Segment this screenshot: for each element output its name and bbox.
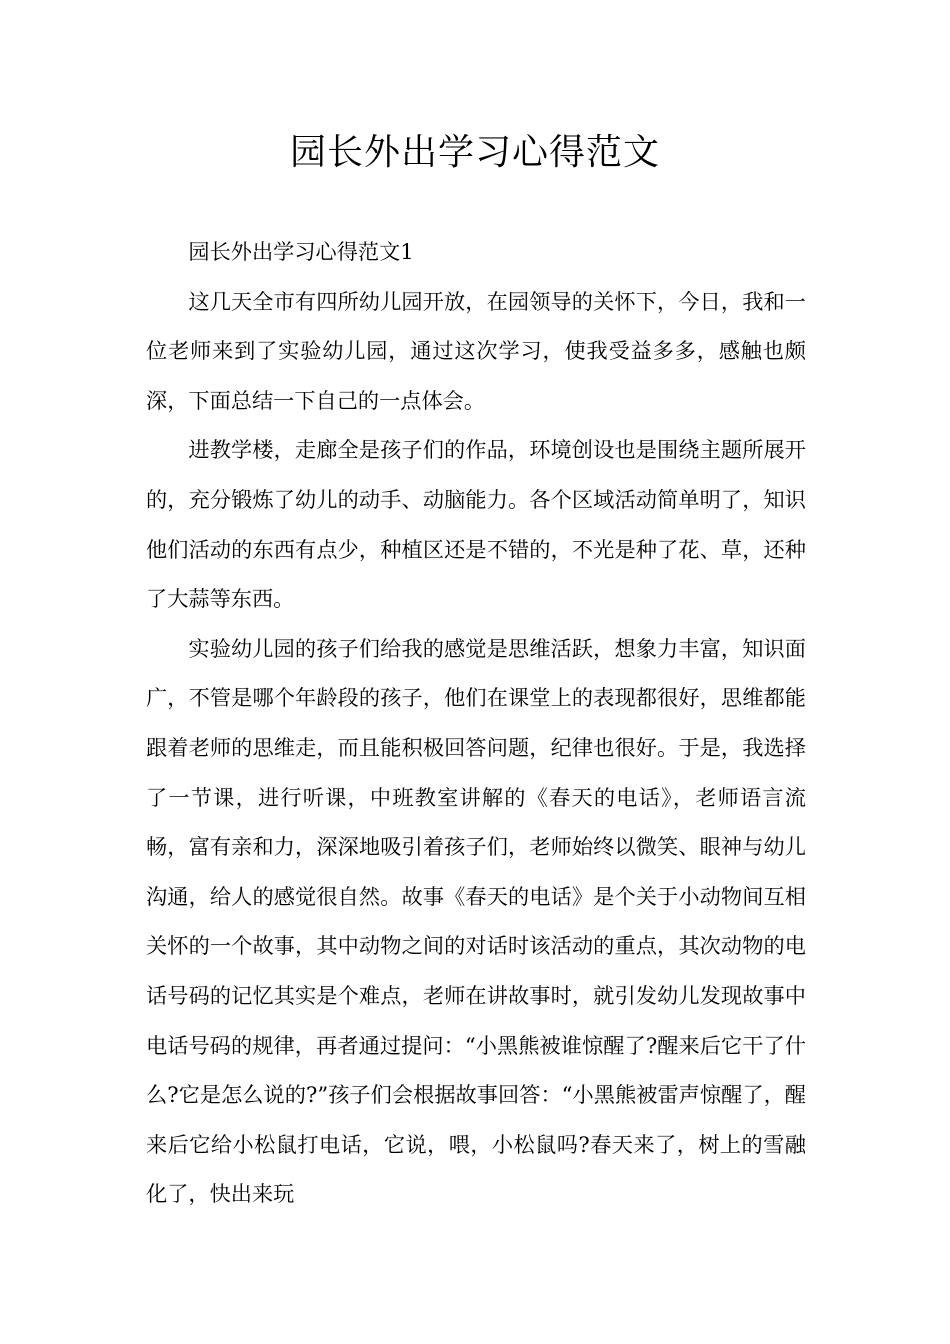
paragraph: 实验幼儿园的孩子们给我的感觉是思维活跃，想象力丰富，知识面广，不管是哪个年龄段的孩子，他们在课堂上的表现都很好，思维都能跟着老师的思维走，而且能积极回答问题，纪律也很好。于是，我选择了一节课，进行听课，中班教室讲解的《春天的电话》，老师语言流畅，富有亲和力，深深地吸引着孩子们，老师始终以微笑、眼神与幼儿沟通，给人的感觉很自然。故事《春天的电话》是个关于小动物间互相关怀的一个故事，其中动物之间的对话时该活动的重点，其次动物的电话号码的记忆其实是个难点，老师在讲故事时，就引发幼儿发现故事中电话号码的规律，再者通过提问：“小黑熊被谁惊醒了?醒来后它干了什么?它是怎么说的?”孩子们会根据故事回答：“小黑熊被雷声惊醒了，醒来后它给小松鼠打电话，它说，喂，小松鼠吗?春天来了，树上的雪融化了，快出来玩 <box>146 635 806 1207</box>
document-body <box>146 227 806 1219</box>
paragraph: 进教学楼，走廊全是孩子们的作品，环境创设也是围绕主题所展开的，充分锻炼了幼儿的动手、动脑能力。各个区域活动简单明了，知识他们活动的东西有点少，种植区还是不错的，不光是种了花、草，还种了大蒜等东西。 <box>146 437 806 612</box>
document-title: 园长外出学习心得范文 <box>289 132 660 173</box>
paragraph: 这几天全市有四所幼儿园开放，在园领导的关怀下，今日，我和一位老师来到了实验幼儿园，通过这次学习，使我受益多多，感触也颇深，下面总结一下自己的一点体会。 <box>146 288 806 413</box>
section-heading: 园长外出学习心得范文1 <box>188 239 414 264</box>
